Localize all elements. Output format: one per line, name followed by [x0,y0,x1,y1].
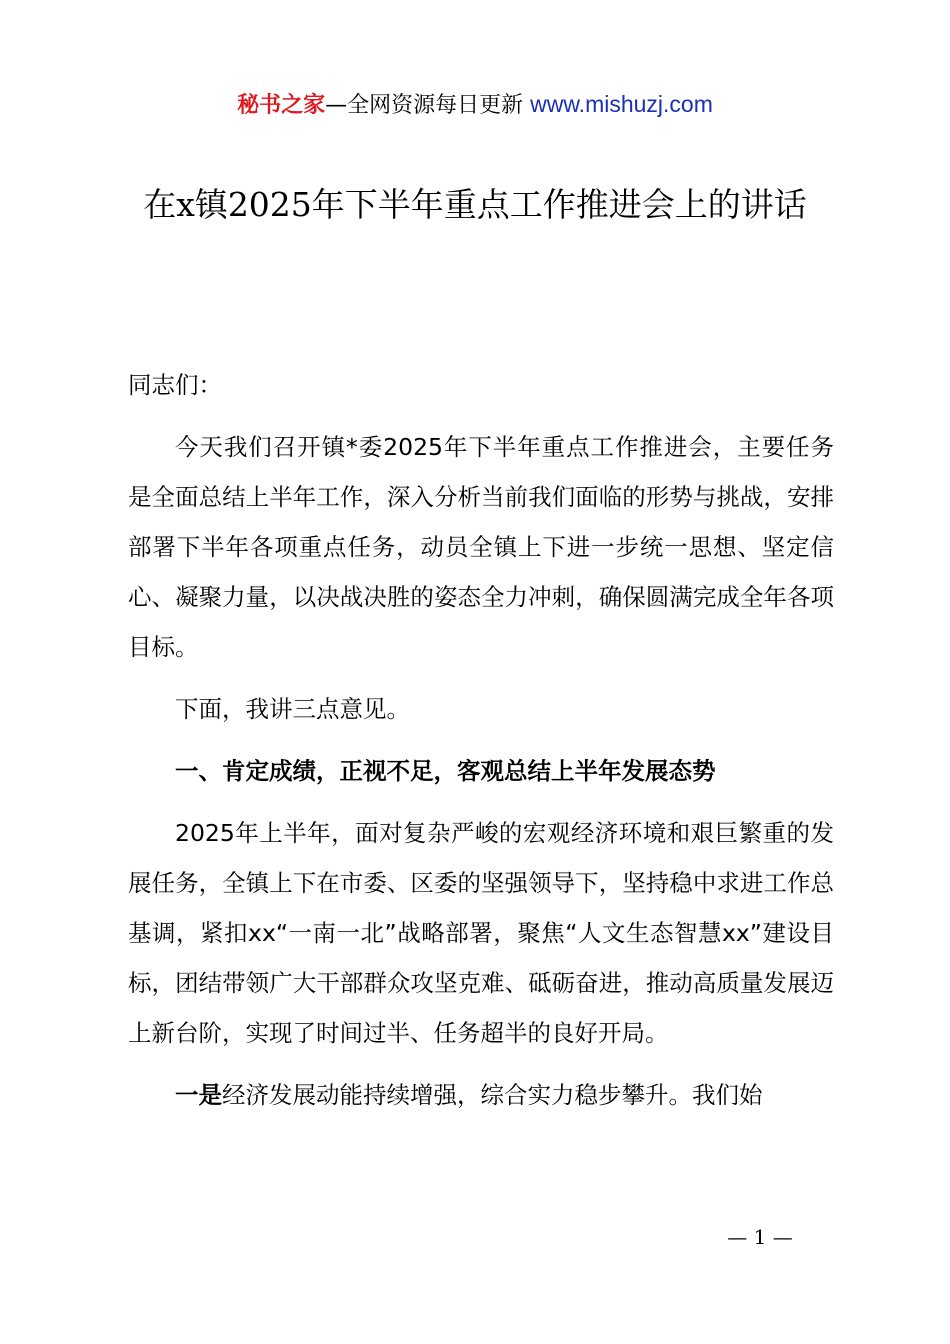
brand-name: 秘书之家 [237,93,326,118]
salutation: 同志们： [128,371,222,399]
point-one-text: 经济发展动能持续增强，综合实力稳步攀升。我们始 [222,1081,763,1109]
document-title: 在x镇2025年下半年重点工作推进会上的讲话 [143,185,807,224]
header-slogan: —全网资源每日更新 [325,93,524,118]
document-body [128,360,834,1132]
point-one-paragraph [128,1070,834,1120]
site-url-link[interactable]: www.mishuzj.com [530,91,713,117]
section-body-paragraph: 2025年上半年，面对复杂严峻的宏观经济环境和艰巨繁重的发展任务，全镇上下在市委、区委的坚强领导下，坚持稳中求进工作总基调，紧扣xx“一南一北”战略部署，聚焦“人文生态智慧xx”建设目标，团结带领广大干部群众攻坚克难、砥砺奋进，推动高质量发展迈上新台阶，实现了时间过半、任务超半的良好开局。 [128,819,834,1047]
section-heading: 一、肯定成绩，正视不足，客观总结上半年发展态势 [175,757,716,785]
point-one-lead: 一是 [175,1081,222,1109]
intro-paragraph: 今天我们召开镇*委2025年下半年重点工作推进会，主要任务是全面总结上半年工作，深入分析当前我们面临的形势与挑战，安排部署下半年各项重点任务，动员全镇上下进一步统一思想、坚定信心、凝聚力量，以决战决胜的姿态全力冲刺，确保圆满完成全年各项目标。 [128,433,834,661]
transition-paragraph: 下面，我讲三点意见。 [175,695,410,723]
site-header [0,88,950,122]
page-number: — 1 — [727,1225,793,1249]
